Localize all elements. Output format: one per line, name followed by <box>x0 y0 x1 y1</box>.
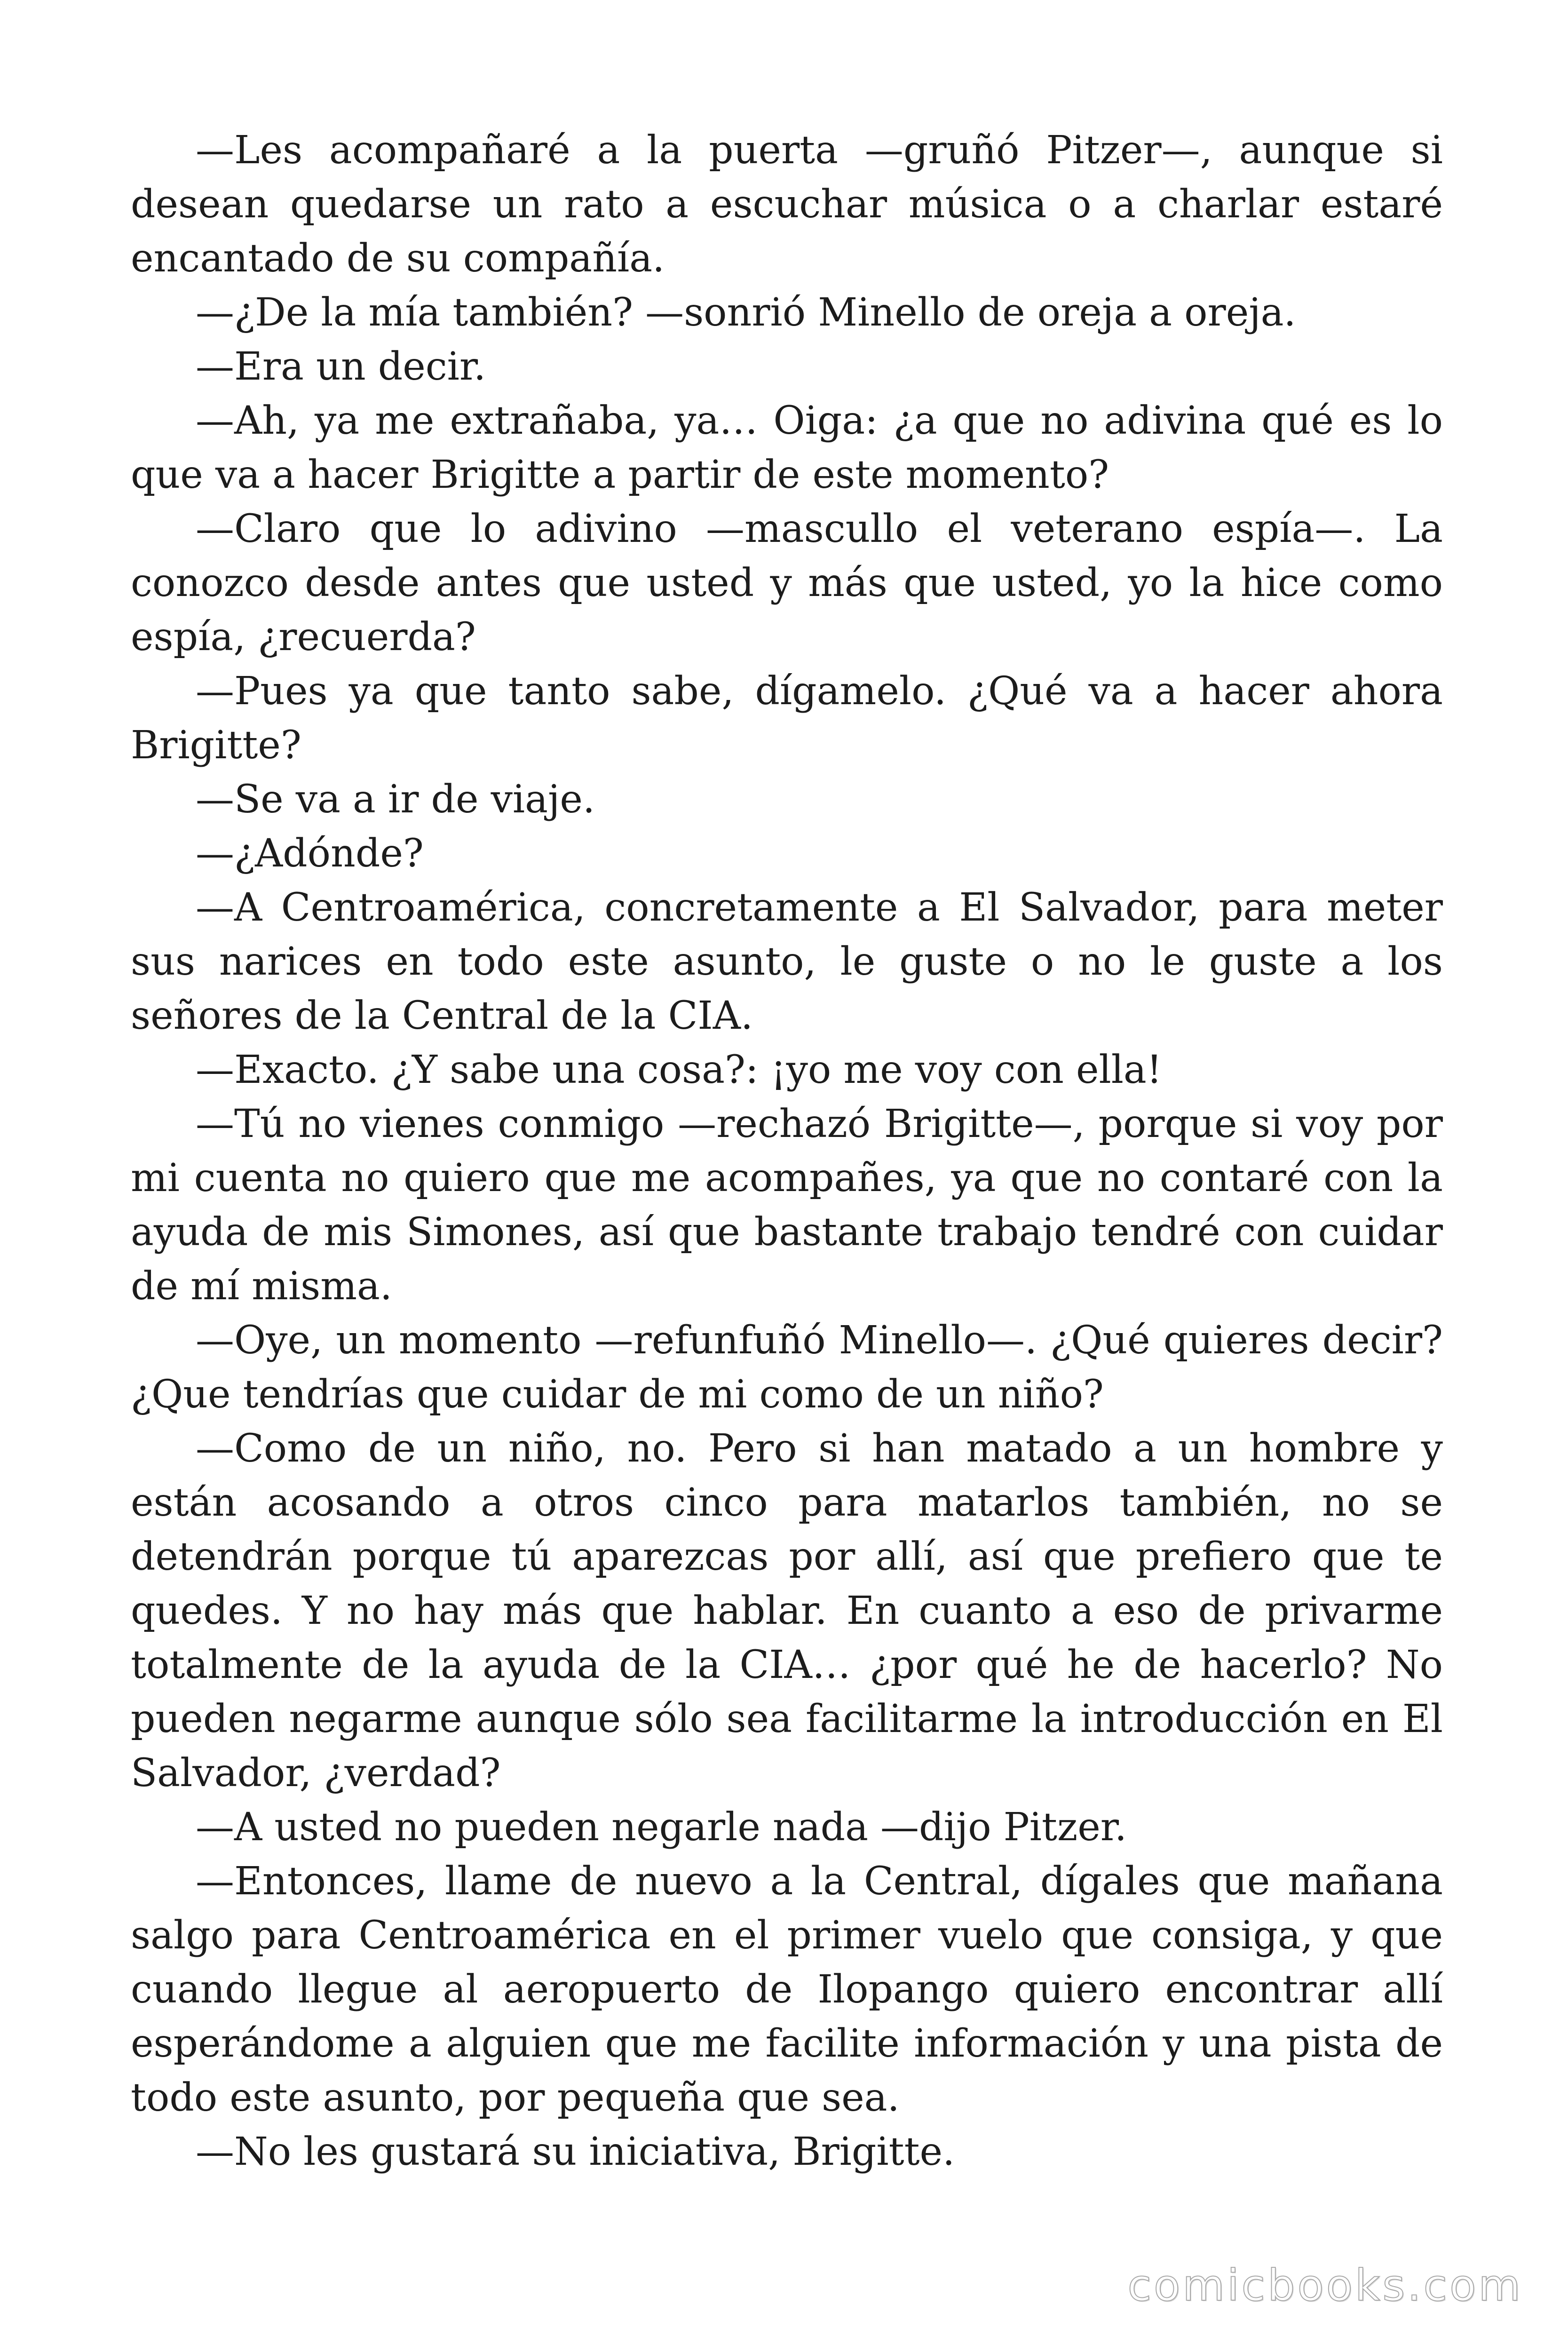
paragraph: —Entonces, llame de nuevo a la Central, dígales que mañana salgo para Centroamérica en el primer vuelo que consiga, y que cuando llegue al aeropuerto de Ilopango quiero encontrar allí esperándome a alguien que me facilite información y una pista de todo este asunto, por pequeña que sea. <box>131 1859 1443 2120</box>
paragraph: —¿Adónde? <box>196 831 424 876</box>
paragraph: —A Centroamérica, concretamente a El Salvador, para meter sus narices en todo este asunto, le guste o no le guste a los señores de la Central de la CIA. <box>131 885 1443 1038</box>
page-text <box>131 123 1443 2179</box>
paragraph: —Les acompañaré a la puerta —gruñó Pitzer—, aunque si desean quedarse un rato a escuchar música o a charlar estaré encantado de su compañía. <box>131 128 1443 281</box>
paragraph: —Tú no vienes conmigo —rechazó Brigitte—, porque si voy por mi cuenta no quiero que me acompañes, ya que no contaré con la ayuda de mis Simones, así que bastante trabajo tendré con cuidar de mí misma. <box>131 1102 1443 1309</box>
paragraph: —Ah, ya me extrañaba, ya… Oiga: ¿a que no adivina qué es lo que va a hacer Brigitte a partir de este momento? <box>131 398 1443 497</box>
paragraph: —Exacto. ¿Y sabe una cosa?: ¡yo me voy con ella! <box>196 1048 1162 1092</box>
paragraph: —¿De la mía también? —sonrió Minello de oreja a oreja. <box>196 290 1296 335</box>
paragraph: —Como de un niño, no. Pero si han matado a un hombre y están acosando a otros cinco para matarlos también, no se detendrán porque tú aparezcas por allí, así que prefiero que te quedes. Y no hay más que hablar. En cuanto a eso de privarme totalmente de la ayuda de la CIA… ¿por qué he de hacerlo? No pueden negarme aunque sólo sea facilitarme la introducción en El Salvador, ¿verdad? <box>131 1426 1443 1796</box>
paragraph: —Claro que lo adivino —mascullo el veterano espía—. La conozco desde antes que usted y más que usted, yo la hice como espía, ¿recuerda? <box>131 507 1443 660</box>
paragraph: —Pues ya que tanto sabe, dígamelo. ¿Qué va a hacer ahora Brigitte? <box>131 669 1443 768</box>
paragraph: —Se va a ir de viaje. <box>196 777 595 822</box>
watermark: comicbooks.com <box>1127 2260 1523 2311</box>
paragraph: —No les gustará su iniciativa, Brigitte. <box>196 2130 955 2174</box>
paragraph: —A usted no pueden negarle nada —dijo Pitzer. <box>196 1805 1127 1850</box>
paragraph: —Oye, un momento —refunfuñó Minello—. ¿Qué quieres decir? ¿Que tendrías que cuidar de mi como de un niño? <box>131 1318 1443 1417</box>
paragraph: —Era un decir. <box>196 344 486 389</box>
